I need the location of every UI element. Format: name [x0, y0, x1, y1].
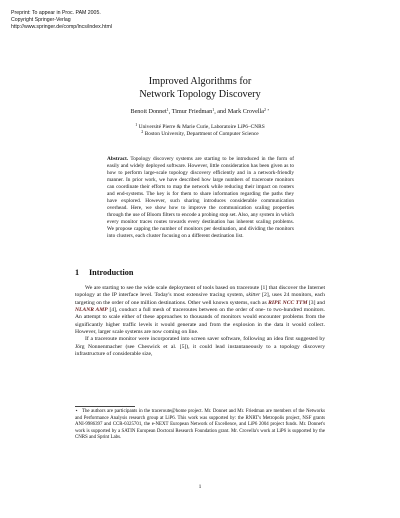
- paper-title: [0, 76, 400, 101]
- author-donnet-affil: 1: [166, 107, 169, 112]
- paragraph-1: We are starting to see the wide scale deployment of tools based on traceroute [1] that discover the Internet topology at the IP interface level. Today's most extensive tracing system, skitter [2], uses 24 monitors, each targeting on the order of one million destinations. Other well known systems, such as RIPE NCC TTM [3] and NLANR AMP [4], conduct a full mesh of traceroutes between on the order of one- to two-hundred monitors. An attempt to scale either of these approaches to thousands of monitors would encounter problems from the significantly higher traffic levels it would generate and from the explosion in the data it would collect. However, larger scale systems are now coming on line.: [75, 285, 325, 336]
- section-number: 1: [75, 268, 80, 277]
- author-friedman-affil: 1: [212, 107, 215, 112]
- author-donnet: Benoit Donnet: [130, 108, 167, 115]
- copyright-notice: Copyright Springer-Verlag: [11, 17, 71, 24]
- author-crovella-affil: 2 ⋆: [264, 107, 270, 112]
- abstract-label: Abstract.: [107, 156, 129, 162]
- ripe-ncc-ttm-link[interactable]: RIPE NCC TTM: [268, 299, 308, 306]
- abstract-text: Topology discovery systems are starting to be introduced in the form of easily and widely deployed software. However, little consideration has been given as to how to perform large-scale topology discovery efficiently and in a network-friendly manner. In prior work, we have described how large numbers of traceroute monitors can coordinate their efforts to map the network while reducing their impact on routers and end-systems. The key is for them to share information regarding the paths they have explored. However, such sharing introduces considerable communication overhead. Here, we show how to improve the communication scaling properties through the use of Bloom filters to encode a probing stop set. Also, any system in which every monitor traces routes towards every destination has inherent scaling problems. We propose capping the number of monitors per destination, and dividing the monitors into clusters, each cluster focusing on a different destination list.: [107, 156, 294, 239]
- affiliation-2: $^2$ Boston University, Department of Computer Science: [141, 129, 259, 138]
- footnote: [75, 409, 325, 442]
- preprint-notice: Preprint: To appear in Proc. PAM 2005.: [11, 10, 101, 16]
- author-separator: ,: [168, 108, 172, 115]
- author-list: [0, 108, 400, 115]
- section-heading: [75, 268, 133, 277]
- affiliation-1: $^1$ Université Pierre & Marie Curie, Laboratoire LiP6–CNRS: [135, 122, 265, 130]
- skitter-term: skitter: [246, 292, 261, 299]
- page-number: 1: [198, 484, 202, 490]
- footnote-text: The authors are participants in the traceroute@home project. Mr. Donnet and Mr. Friedman are members of the Networks and Performance Analysis research group at LiP6. This work was supported by: the RNRT's Metropolis project, NSF grants ANI-9986397 and CCR-0325701, the e-NEXT European Network of Excellence, and LiP6 2004 project funds. Mr. Donnet's work is supported by a SATIN European Doctoral Research Foundation grant. Mr. Crovella's work at LiP6 is supported by the CNRS and Sprint Labs.: [75, 409, 325, 440]
- title-line-2: Network Topology Discovery: [139, 88, 261, 100]
- publisher-url[interactable]: http://www.springer.de/comp/lncs/index.html: [11, 24, 112, 31]
- author-friedman: Timur Friedman: [171, 108, 213, 115]
- paragraph-2: If a traceroute monitor were incorporated into screen saver software, following an idea first suggested by Jörg Nonnenmacher (see Cheswick et al. [5]), it could lead instantaneously to a topology discovery infrastructure of considerable size,: [75, 336, 325, 358]
- nlanr-amp-link[interactable]: NLANR AMP: [75, 307, 108, 314]
- abstract: [107, 156, 294, 240]
- section-title: Introduction: [89, 268, 134, 277]
- author-crovella: Mark Crovella: [227, 108, 265, 115]
- author-separator: , and: [214, 108, 228, 115]
- body-text: [75, 285, 325, 358]
- footnote-divider: [75, 406, 135, 407]
- title-line-1: Improved Algorithms for: [148, 76, 252, 87]
- footnote-mark: ⋆: [75, 409, 79, 414]
- preprint-header: [11, 10, 112, 32]
- affiliations: [0, 124, 400, 138]
